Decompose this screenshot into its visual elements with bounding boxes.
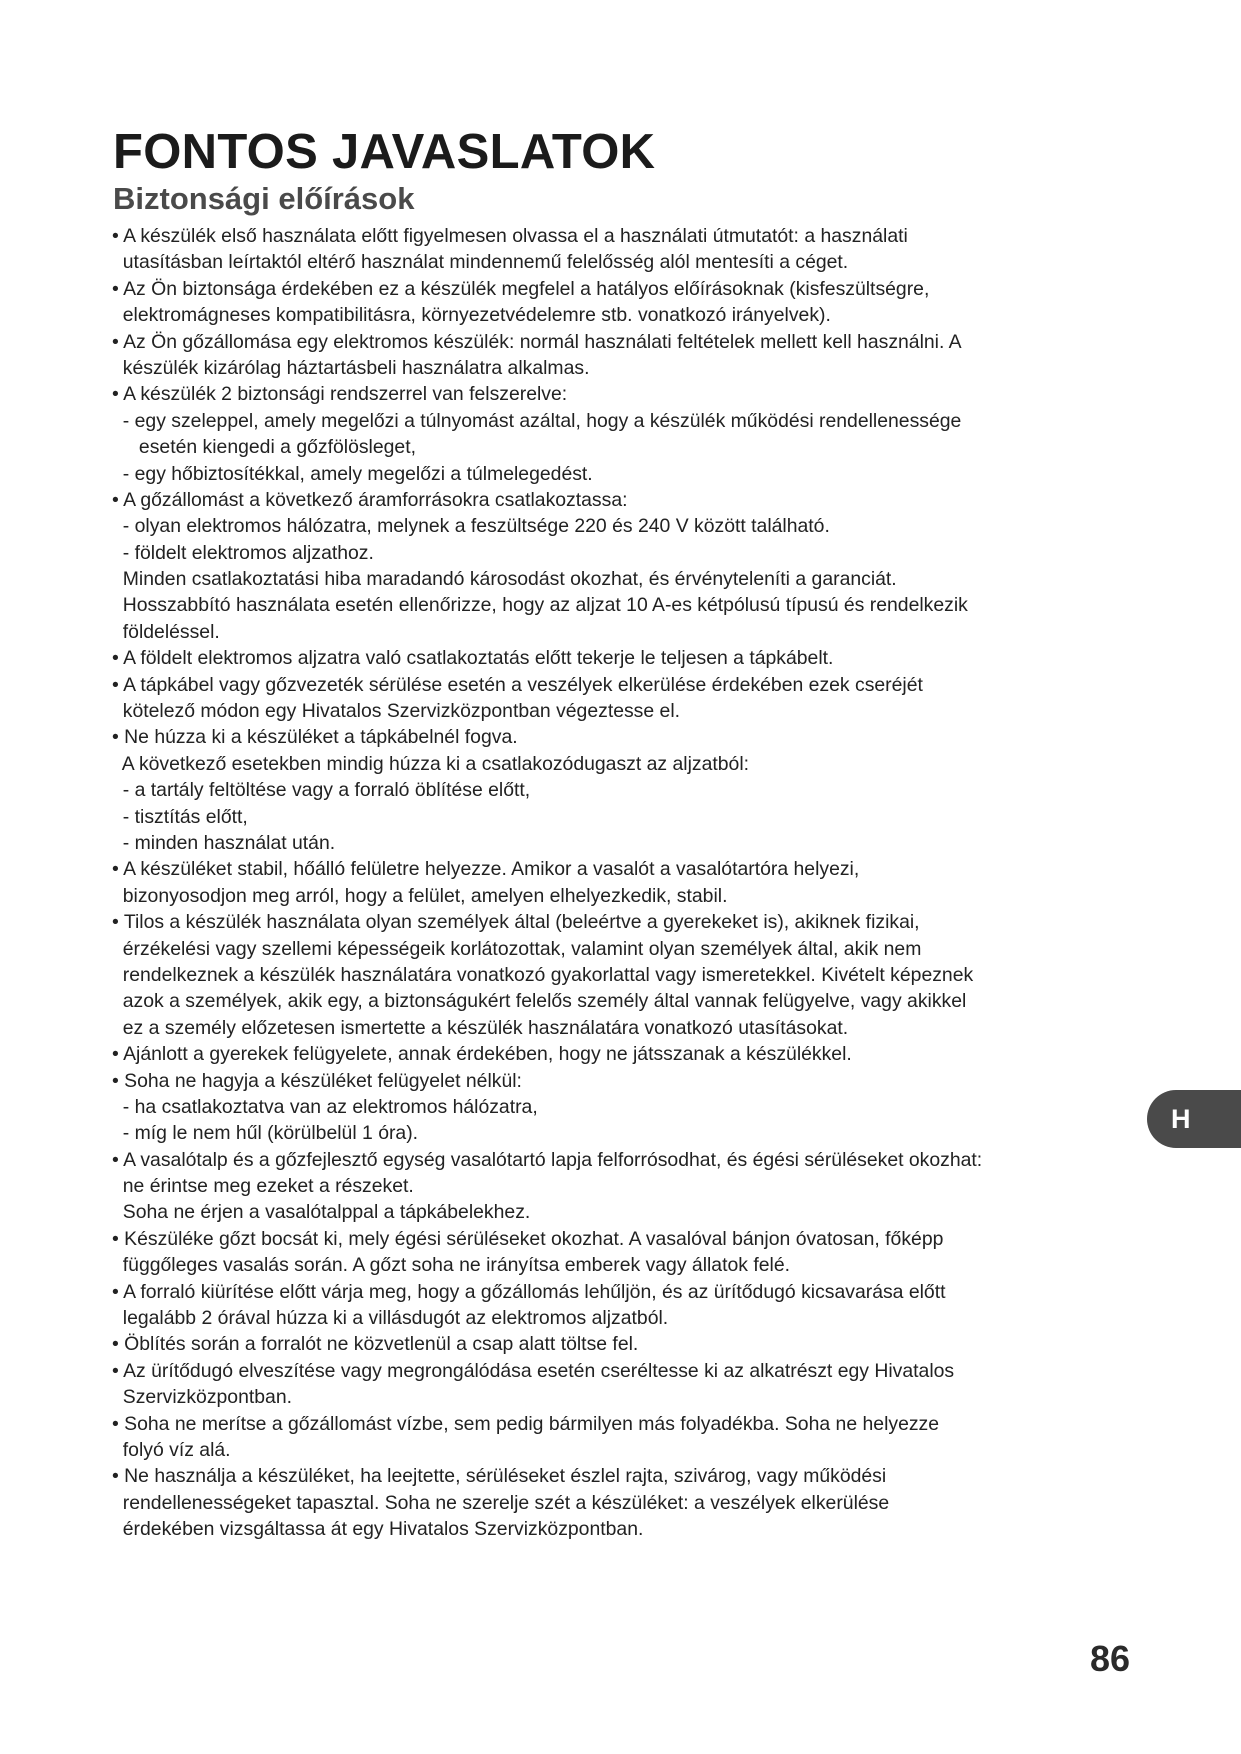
text-line: rendelkeznek a készülék használatára vonatkozó gyakorlattal vagy ismeretekkel. Kivételt képeznek (112, 963, 974, 986)
text-line: - olyan elektromos hálózatra, melynek a feszültsége 220 és 240 V között található. (112, 515, 830, 538)
text-line: • Tilos a készülék használata olyan személyek által (beleértve a gyerekeket is), akiknek fizikai, (112, 911, 920, 934)
text-line: • Soha ne hagyja a készüléket felügyelet nélkül: (112, 1069, 522, 1092)
language-tab-label: H (1171, 1104, 1191, 1134)
text-line: rendellenességeket tapasztal. Soha ne szerelje szét a készüléket: a veszélyek elkerülése (112, 1491, 890, 1514)
text-line: • Az ürítődugó elveszítése vagy megrongálódása esetén cseréltesse ki az alkatrészt egy Hivatalos (112, 1359, 955, 1382)
text-line: Soha ne érjen a vasalótalppal a tápkábelekhez. (112, 1201, 531, 1224)
text-line: Szervizközpontban. (112, 1386, 292, 1409)
text-line: • A készüléket stabil, hőálló felületre helyezze. Amikor a vasalót a vasalótartóra helyezi, (112, 858, 860, 881)
section-subtitle: Biztonsági előírások (113, 181, 415, 216)
text-line: függőleges vasalás során. A gőzt soha ne irányítsa emberek vagy állatok felé. (112, 1254, 790, 1277)
text-line: esetén kiengedi a gőzfölösleget, (112, 436, 416, 459)
text-line: - egy szeleppel, amely megelőzi a túlnyomást azáltal, hogy a készülék működési rendellenessége (112, 409, 962, 432)
text-line: ne érintse meg ezeket a részeket. (112, 1175, 414, 1198)
text-line: • Az Ön biztonsága érdekében ez a készülék megfelel a hatályos előírásoknak (kisfeszültségre, (112, 277, 930, 300)
text-line: ez a személy előzetesen ismertette a készülék használatára vonatkozó utasításokat. (112, 1016, 849, 1039)
text-line: folyó víz alá. (112, 1438, 231, 1461)
text-line: • A készülék 2 biztonsági rendszerrel van felszerelve: (112, 383, 568, 406)
page-title: FONTOS JAVASLATOK (113, 125, 656, 179)
text-line: • Ne használja a készüléket, ha leejtette, sérüléseket észlel rajta, szivárog, vagy működési (112, 1465, 887, 1488)
text-line: - a tartály feltöltése vagy a forraló öblítése előtt, (112, 779, 531, 802)
text-line: - földelt elektromos aljzathoz. (112, 541, 374, 564)
text-line: legalább 2 órával húzza ki a villásdugót az elektromos aljzatból. (112, 1307, 669, 1330)
text-line: bizonyosodjon meg arról, hogy a felület, amelyen elhelyezkedik, stabil. (112, 884, 728, 907)
text-line: • Ne húzza ki a készüléket a tápkábelnél fogva. (112, 726, 518, 749)
text-line: • Ajánlott a gyerekek felügyelete, annak érdekében, hogy ne játsszanak a készülékkel. (112, 1043, 852, 1066)
text-line: érzékelési vagy szellemi képességeik korlátozottak, valamint olyan személyek által, akik nem (112, 937, 922, 960)
text-line: • Öblítés során a forralót ne közvetlenül a csap alatt töltse fel. (112, 1333, 639, 1356)
text-line: utasításban leírtaktól eltérő használat mindennemű felelősség alól mentesíti a céget. (112, 251, 849, 274)
text-line: • A tápkábel vagy gőzvezeték sérülése esetén a veszélyek elkerülése érdekében ezek cseréjét (112, 673, 923, 696)
text-line: kötelező módon egy Hivatalos Szervizközpontban végeztesse el. (112, 700, 681, 723)
text-line: - minden használat után. (112, 831, 336, 854)
text-line: • A készülék első használata előtt figyelmesen olvassa el a használati útmutatót: a használati (112, 225, 908, 247)
text-line: érdekében vizsgáltassa át egy Hivatalos Szervizközpontban. (112, 1518, 644, 1541)
text-line: Hosszabbító használata esetén ellenőrizze, hogy az aljzat 10 A-es kétpólusú típusú és rendelkezik (112, 594, 968, 617)
text-line: készülék kizárólag háztartásbeli használatra alkalmas. (112, 356, 590, 379)
text-line: - ha csatlakoztatva van az elektromos hálózatra, (112, 1095, 538, 1118)
text-line: - tisztítás előtt, (112, 805, 248, 828)
text-line: azok a személyek, akik egy, a biztonságukért felelős személy által vannak felügyelve, vagy akikkel (112, 990, 967, 1013)
language-tab (1147, 1090, 1241, 1148)
text-line: • A forraló kiürítése előtt várja meg, hogy a gőzállomás lehűljön, és az ürítődugó kicsavarása előtt (112, 1280, 946, 1303)
text-line: földeléssel. (112, 620, 220, 643)
safety-instructions-list (112, 223, 1142, 1543)
text-line: • A vasalótalp és a gőzfejlesztő egység vasalótartó lapja felforrósodhat, és égési sérüléseket okozhat: (112, 1148, 983, 1171)
text-line: • A gőzállomást a következő áramforrásokra csatlakoztassa: (112, 488, 628, 511)
text-line: elektromágneses kompatibilitásra, környezetvédelemre stb. vonatkozó irányelvek). (112, 304, 831, 327)
text-line: • Készüléke gőzt bocsát ki, mely égési sérüléseket okozhat. A vasalóval bánjon óvatosan, főképp (112, 1227, 944, 1250)
text-line: - míg le nem hűl (körülbelül 1 óra). (112, 1122, 419, 1145)
text-line: • Az Ön gőzállomása egy elektromos készülék: normál használati feltételek mellett kell használni. A (112, 330, 962, 353)
text-line: • Soha ne merítse a gőzállomást vízbe, sem pedig bármilyen más folyadékba. Soha ne helyezze (112, 1412, 940, 1435)
page-number: 86 (1090, 1638, 1131, 1679)
text-line: - egy hőbiztosítékkal, amely megelőzi a túlmelegedést. (112, 462, 593, 485)
text-line: • A földelt elektromos aljzatra való csatlakoztatás előtt tekerje le teljesen a tápkábelt. (112, 647, 834, 670)
text-line: Minden csatlakoztatási hiba maradandó károsodást okozhat, és érvényteleníti a garanciát. (112, 568, 897, 591)
text-line: A következő esetekben mindig húzza ki a csatlakozódugaszt az aljzatból: (112, 752, 750, 775)
